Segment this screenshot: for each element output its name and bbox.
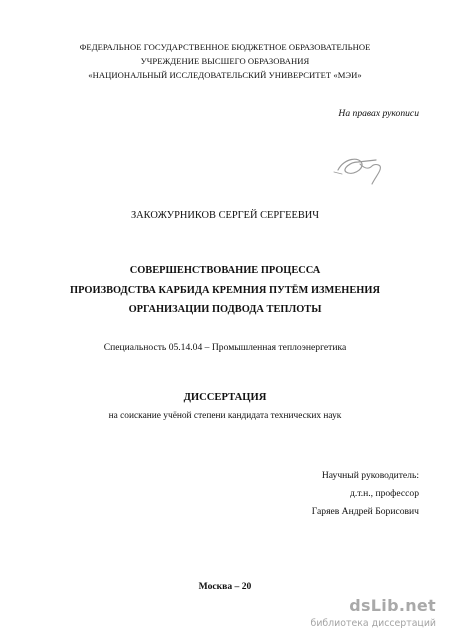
thesis-title-line-1: СОВЕРШЕНСТВОВАНИЕ ПРОЦЕССА [129,265,321,276]
author-name: ЗАКОЖУРНИКОВ СЕРГЕЙ СЕРГЕЕВИЧ [130,210,320,221]
org-line-3: «НАЦИОНАЛЬНЫЙ ИССЛЕДОВАТЕЛЬСКИЙ УНИВЕРСИТЕТ «МЭИ» [88,70,362,80]
thesis-title-line-2: ПРОИЗВОДСТВА КАРБИДА КРЕМНИЯ ПУТЁМ ИЗМЕНЕНИЯ [70,285,380,296]
org-line-2: УЧРЕЖДЕНИЕ ВЫСШЕГО ОБРАЗОВАНИЯ [140,56,310,66]
dslib-watermark-logo: dsLib.net [349,596,436,615]
thesis-title-line-3: ОРГАНИЗАЦИИ ПОДВОДА ТЕПЛОТЫ [128,304,322,315]
signature-image [332,148,392,188]
specialty-line: Специальность 05.14.04 – Промышленная теплоэнергетика [103,342,347,353]
dslib-watermark-subtitle: библиотека диссертаций [310,618,436,629]
supervisor-rank: д.т.н., профессор [349,488,419,499]
document-type: ДИССЕРТАЦИЯ [183,392,267,403]
city-year: Москва – 20 [198,581,252,592]
supervisor-name: Гаряев Андрей Борисович [311,506,419,517]
degree-line: на соискание учёной степени кандидата технических наук [108,411,342,421]
manuscript-rights-note: На правах рукописи [338,108,419,119]
supervisor-label: Научный руководитель: [321,470,419,481]
org-line-1: ФЕДЕРАЛЬНОЕ ГОСУДАРСТВЕННОЕ БЮДЖЕТНОЕ ОБРАЗОВАТЕЛЬНОЕ [79,42,371,52]
